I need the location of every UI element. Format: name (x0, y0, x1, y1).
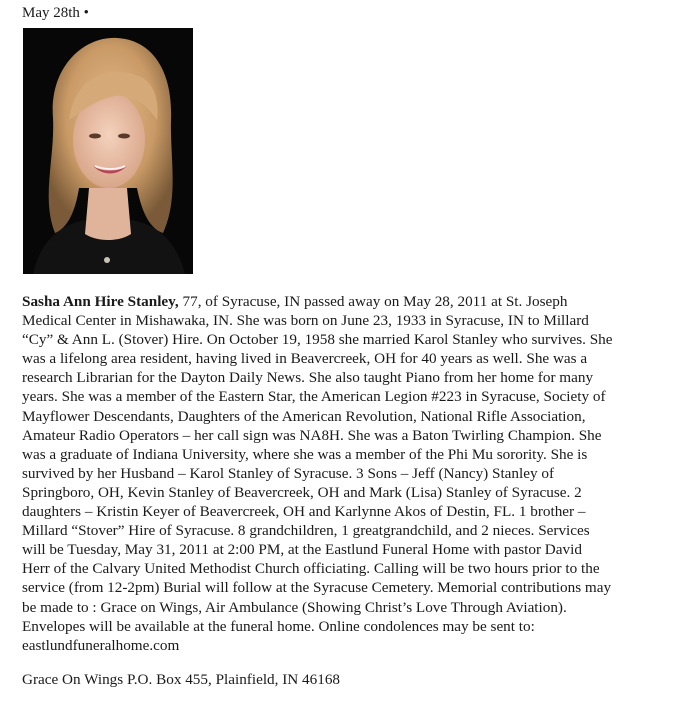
obituary-line: will be Tuesday, May 31, 2011 at 2:00 PM, at the Eastlund Funeral Home with pastor David (22, 541, 582, 559)
obituary-line: survived by her Husband – Karol Stanley of Syracuse. 3 Sons – Jeff (Nancy) Stanley of (22, 464, 555, 482)
obituary-line: Herr of the Calvary United Methodist Church officiating. Calling will be two hours prior to the (22, 560, 600, 578)
obituary-text (22, 292, 672, 655)
obituary-line: Millard “Stover” Hire of Syracuse. 8 grandchildren, 1 greatgrandchild, and 2 nieces. Services (22, 522, 590, 540)
obituary-line: “Cy” & Ann L. (Stover) Hire. On October 19, 1958 she married Karol Stanley who survives. She (22, 331, 613, 349)
obituary-line: was a lifelong area resident, having lived in Beavercreek, OH for 40 years as well. She was a (22, 350, 588, 368)
obituary-line: service (from 12-2pm) Burial will follow at the Syracuse Cemetery. Memorial contributions may (22, 579, 612, 597)
obituary-line: 77, of Syracuse, IN passed away on May 28, 2011 at St. Joseph (178, 293, 568, 310)
obituary-line: Medical Center in Mishawaka, IN. She was born on June 23, 1933 in Syracuse, IN to Millard (22, 312, 589, 330)
date-line: May 28th • (22, 5, 89, 21)
obituary-line: years. She was a member of the Eastern Star, the American Legion #223 in Syracuse, Society of (22, 388, 606, 406)
obituary-line: Springboro, OH, Kevin Stanley of Beavercreek, OH and Mark (Lisa) Stanley of Syracuse. 2 (22, 483, 582, 501)
portrait-image (23, 28, 193, 274)
obituary-line: Amateur Radio Operators – her call sign was NA8H. She was a Baton Twirling Champion. She (22, 426, 602, 444)
obituary-line: was a graduate of Indiana University, where she was a member of the Phi Mu sorority. She is (22, 445, 588, 463)
obituary-line: research Librarian for the Dayton Daily News. She also taught Piano from her home for many (22, 369, 594, 387)
portrait-photo (23, 28, 193, 274)
deceased-name: Sasha Ann Hire Stanley, (22, 293, 179, 310)
obituary-line: Mayflower Descendants, Daughters of the American Revolution, National Rifle Association, (22, 407, 586, 425)
obituary-line: Envelopes will be available at the funeral home. Online condolences may be sent to: (22, 617, 535, 635)
obituary-line: daughters – Kristin Keyer of Beavercreek, OH and Karlynne Akos of Destin, FL. 1 brother – (22, 503, 586, 521)
obituary-line: be made to : Grace on Wings, Air Ambulance (Showing Christ’s Love Through Aviation). (22, 598, 567, 616)
obituary-website: eastlundfuneralhome.com (22, 636, 180, 654)
footer-address: Grace On Wings P.O. Box 455, Plainfield, IN 46168 (22, 671, 341, 688)
obituary-first-line (22, 292, 672, 311)
